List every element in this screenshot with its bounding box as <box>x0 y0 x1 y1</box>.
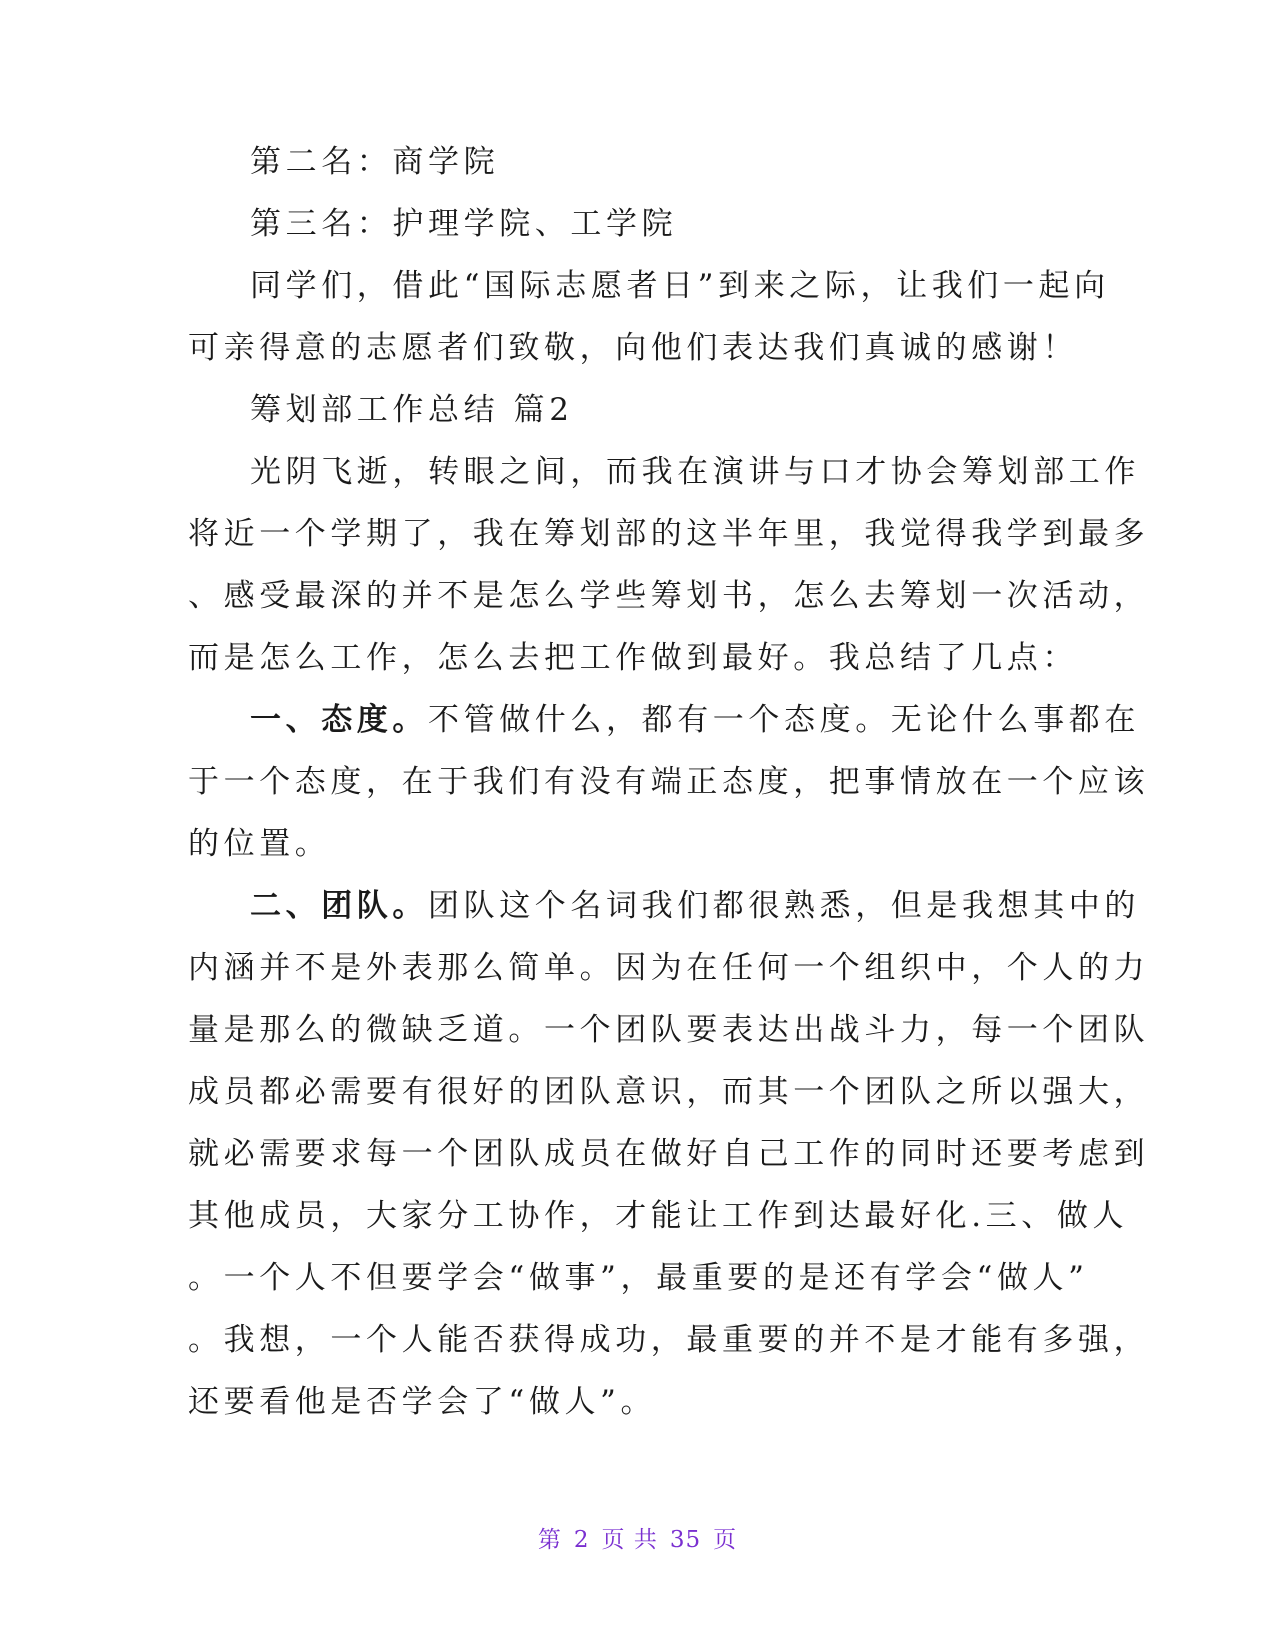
point-heading-team: 二、团队。 <box>250 888 428 924</box>
paragraph-line: 成员都必需要有很好的团队意识，而其一个团队之所以强大， <box>188 1074 1150 1110</box>
point-text: 团队这个名词我们都很熟悉，但是我想其中的 <box>428 888 1140 924</box>
footer-current-page: 2 <box>573 1527 590 1553</box>
paragraph-line: 可亲得意的志愿者们致敬，向他们表达我们真诚的感谢！ <box>188 330 1078 366</box>
page-footer <box>0 1525 1275 1555</box>
paragraph-line: 其他成员，大家分工协作，才能让工作到达最好化.三、做人 <box>188 1198 1129 1234</box>
footer-prefix: 第 <box>537 1527 562 1553</box>
section-title: 筹划部工作总结 篇2 <box>250 392 574 428</box>
paragraph-line: 、感受最深的并不是怎么学些筹划书，怎么去筹划一次活动， <box>188 578 1150 614</box>
paragraph-line: 。一个人不但要学会“做事”，最重要的是还有学会“做人” <box>188 1260 1089 1296</box>
paragraph-line: 的位置。 <box>188 826 331 862</box>
paragraph-line: 于一个态度，在于我们有没有端正态度，把事情放在一个应该 <box>188 764 1150 800</box>
paragraph-line: 第三名：护理学院、工学院 <box>250 206 678 242</box>
paragraph-line: 同学们，借此“国际志愿者日”到来之际，让我们一起向 <box>250 268 1110 304</box>
paragraph-line: 。我想，一个人能否获得成功，最重要的并不是才能有多强， <box>188 1322 1150 1358</box>
footer-suffix: 页 <box>713 1527 738 1553</box>
paragraph-line: 将近一个学期了，我在筹划部的这半年里，我觉得我学到最多 <box>188 516 1150 552</box>
footer-middle: 页 共 <box>601 1527 658 1553</box>
footer-total-pages: 35 <box>669 1527 702 1553</box>
paragraph-line: 内涵并不是外表那么简单。因为在任何一个组织中，个人的力 <box>188 950 1150 986</box>
paragraph-line: 光阴飞逝，转眼之间，而我在演讲与口才协会筹划部工作 <box>250 454 1140 490</box>
point-text: 不管做什么，都有一个态度。无论什么事都在 <box>428 702 1140 738</box>
paragraph-line <box>250 700 1150 740</box>
paragraph-line: 而是怎么工作，怎么去把工作做到最好。我总结了几点： <box>188 640 1078 676</box>
paragraph-line: 还要看他是否学会了“做人”。 <box>188 1384 657 1420</box>
paragraph-line: 量是那么的微缺乏道。一个团队要表达出战斗力，每一个团队 <box>188 1012 1150 1048</box>
point-heading-attitude: 一、态度。 <box>250 702 428 738</box>
paragraph-line: 第二名：商学院 <box>250 144 500 180</box>
paragraph-line: 就必需要求每一个团队成员在做好自己工作的同时还要考虑到 <box>188 1136 1150 1172</box>
paragraph-line <box>250 886 1150 926</box>
